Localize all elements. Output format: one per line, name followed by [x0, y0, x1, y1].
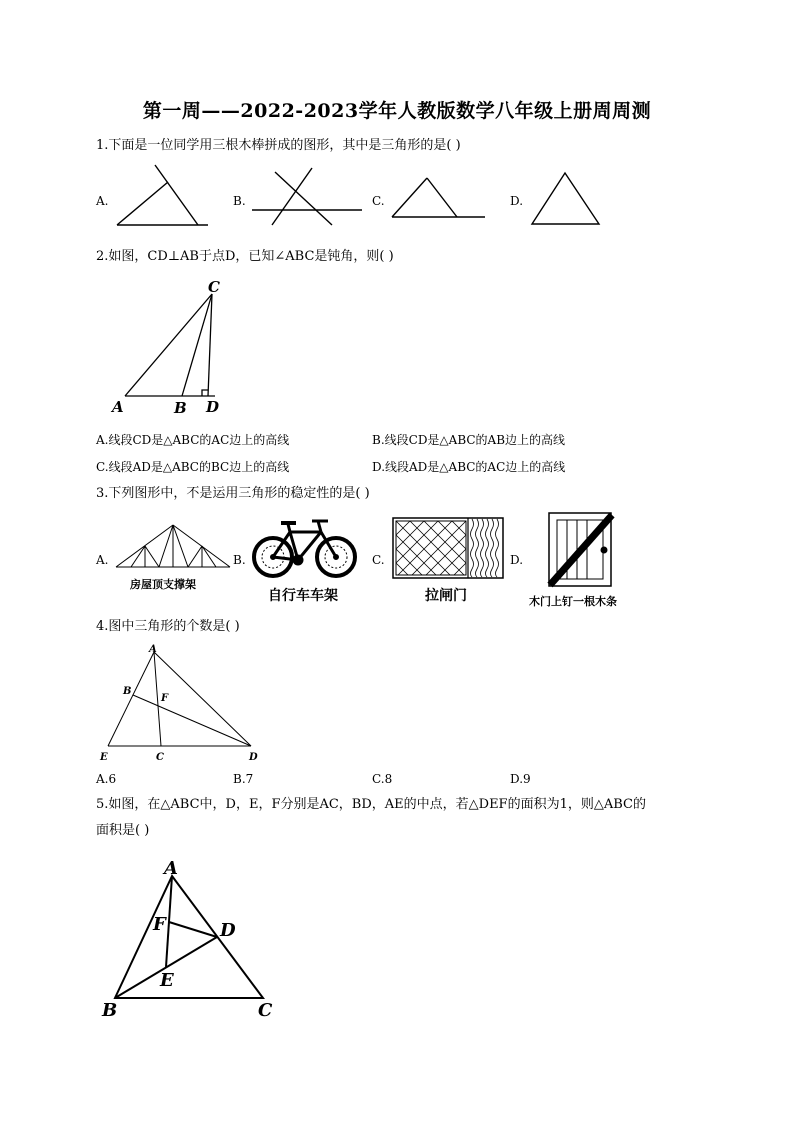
q4-label-d: D	[249, 752, 258, 763]
q3-caption-d: 木门上钉一根木条	[529, 595, 617, 608]
q4-label-c: C	[156, 752, 164, 763]
q3-caption-a: 房屋顶支撑架	[130, 578, 196, 591]
bicycle-image	[250, 512, 362, 582]
q5-label-b: B	[102, 1000, 118, 1021]
q4-label-f: F	[161, 693, 169, 704]
q4-label-a: A	[149, 644, 157, 655]
q4-option-d: D.9	[510, 772, 531, 786]
q5-label-c: C	[258, 1000, 273, 1021]
q4-label-b: B	[123, 686, 132, 697]
q3-option-d-label: D.	[510, 553, 524, 567]
q1-figure-b	[250, 160, 365, 235]
wooden-door-image	[548, 512, 614, 588]
q3-caption-c: 拉闸门	[425, 588, 467, 604]
q1-option-c-label: C.	[372, 194, 385, 208]
q1-option-b-label: B.	[233, 194, 246, 208]
q5-figure	[96, 852, 286, 1027]
q2-label-a: A	[112, 398, 124, 416]
q1-figure-c	[385, 160, 495, 235]
q4-option-b: B.7	[233, 772, 254, 786]
question-3-stem: 3.下列图形中，不是运用三角形的稳定性的是( )	[96, 486, 370, 501]
q2-label-d: D	[206, 398, 220, 416]
q4-label-e: E	[100, 752, 108, 763]
question-2-stem: 2.如图，CD⊥AB于点D，已知∠ABC是钝角，则( )	[96, 249, 394, 264]
folding-gate-image	[392, 517, 506, 580]
q5-label-e: E	[160, 970, 174, 991]
q1-figure-d	[525, 160, 610, 235]
q2-option-b: B.线段CD是△ABC的AB边上的高线	[372, 433, 566, 447]
q2-option-a: A.线段CD是△ABC的AC边上的高线	[96, 433, 290, 447]
q3-caption-b: 自行车车架	[268, 588, 338, 604]
q5-label-f: F	[153, 914, 166, 935]
q3-option-a-label: A.	[96, 553, 109, 567]
q1-figure-a	[110, 160, 220, 235]
q4-option-a: A.6	[96, 772, 117, 786]
q2-option-c: C.线段AD是△ABC的BC边上的高线	[96, 460, 290, 474]
q3-option-c-label: C.	[372, 553, 385, 567]
question-5-stem-line1: 5.如图，在△ABC中，D，E，F分别是AC，BD，AE的中点，若△DEF的面积为1，则△ABC的	[96, 797, 646, 812]
q4-figure	[96, 640, 276, 770]
question-1-stem: 1.下面是一位同学用三根木棒拼成的图形，其中是三角形的是( )	[96, 138, 461, 153]
q1-option-d-label: D.	[510, 194, 524, 208]
question-4-stem: 4.图中三角形的个数是( )	[96, 619, 240, 634]
q2-option-d: D.线段AD是△ABC的AC边上的高线	[372, 460, 566, 474]
page-title: 第一周——2022-2023学年人教版数学八年级上册周周测	[142, 100, 652, 122]
roof-truss-image	[114, 520, 234, 572]
q5-label-d: D	[220, 920, 236, 941]
q1-option-a-label: A.	[96, 194, 109, 208]
question-5-stem-line2: 面积是( )	[96, 823, 150, 838]
q2-figure	[100, 272, 240, 422]
q2-label-c: C	[208, 278, 220, 296]
q3-option-b-label: B.	[233, 553, 246, 567]
q2-label-b: B	[174, 399, 187, 417]
q5-label-a: A	[164, 858, 178, 879]
q4-option-c: C.8	[372, 772, 393, 786]
